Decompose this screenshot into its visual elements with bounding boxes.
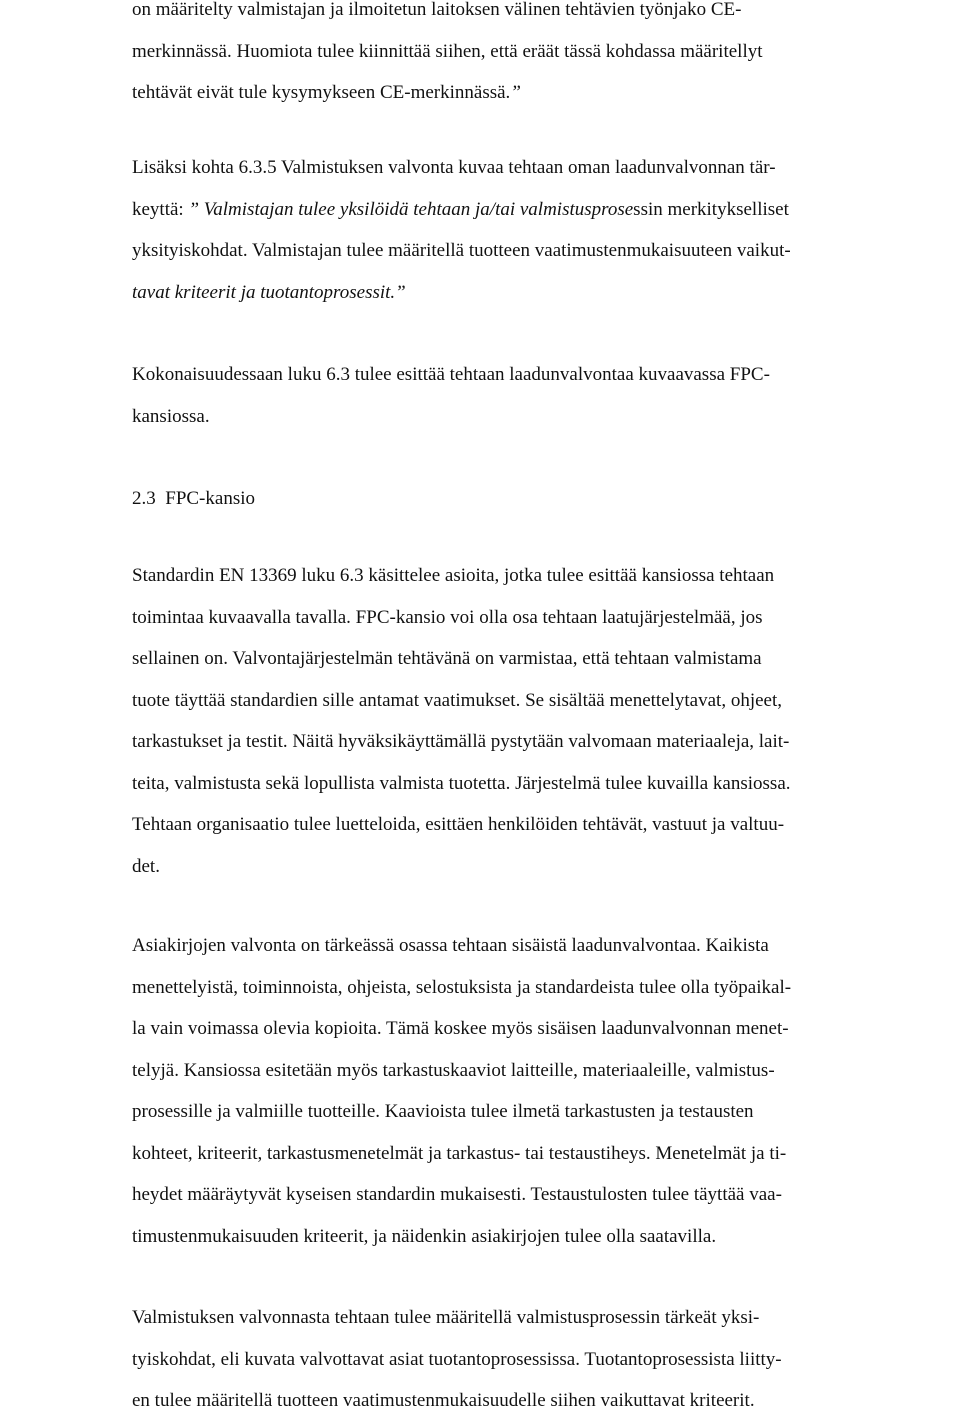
text-line: en tulee määritellä tuotteen vaatimustenmukaisuudelle siihen vaikuttavat kriteerit. — [132, 1390, 755, 1411]
paragraph-ce-marking — [132, 0, 960, 114]
text-line: Asiakirjojen valvonta on tärkeässä osassa tehtaan sisäistä laadunvalvontaa. Kaikista — [132, 935, 769, 956]
paragraph-production-control — [132, 1297, 960, 1422]
text-line: kohteet, kriteerit, tarkastusmenetelmät ja tarkastus- tai testaustiheys. Menetelmät ja ti- — [132, 1142, 787, 1164]
text-line: Lisäksi kohta 6.3.5 Valmistuksen valvonta kuvaa tehtaan oman laadunvalvonnan tär- — [132, 157, 776, 178]
text-line: tarkastukset ja testit. Näitä hyväksikäyttämällä pystytään valvomaan materiaaleja, lait- — [132, 731, 790, 752]
quoted-text: tavat kriteerit ja tuotantoprosessit. — [132, 281, 396, 303]
paragraph-chapter-63 — [132, 354, 960, 437]
text-span: keyttä: — [132, 198, 189, 220]
section-heading — [132, 478, 255, 520]
text-span: tehtävät eivät tule kysymykseen CE-merkinnässä. — [132, 82, 511, 103]
paragraph-document-control — [132, 925, 960, 1257]
text-line: Standardin EN 13369 luku 6.3 käsittelee asioita, jotka tulee esittää kansiossa tehtaan — [132, 565, 775, 586]
text-line: la vain voimassa olevia kopioita. Tämä koskee myös sisäisen laadunvalvonnan menet- — [132, 1018, 789, 1039]
text-line: Tehtaan organisaatio tulee luetteloida, esittäen henkilöiden tehtävät, vastuut ja valtuu- — [132, 814, 785, 835]
text-line: sellainen on. Valvontajärjestelmän tehtävänä on varmistaa, että tehtaan valmistama — [132, 648, 762, 669]
paragraph-section-635 — [132, 147, 960, 313]
text-span: ssin merkitykselliset — [633, 198, 789, 220]
text-line: prosessille ja valmiille tuotteille. Kaavioista tulee ilmetä tarkastusten ja testausten — [132, 1101, 754, 1122]
quoted-text: ” Valmistajan tulee yksilöidä tehtaan ja/tai valmistusprose — [188, 198, 634, 220]
text-line: timustenmukaisuuden kriteerit, ja näidenkin asiakirjojen tulee olla saatavilla. — [132, 1225, 717, 1247]
text-line: toimintaa kuvaavalla tavalla. FPC-kansio voi olla osa tehtaan laatujärjestelmää, jos — [132, 606, 763, 628]
section-title: FPC-kansio — [165, 488, 255, 509]
text-span: yksityiskohdat. — [132, 240, 252, 261]
text-line: kansiossa. — [132, 405, 210, 427]
closing-quote: ” — [395, 281, 406, 303]
paragraph-fpc-folder — [132, 555, 960, 887]
text-span: Valmistajan tulee määritellä tuotteen vaatimustenmukaisuuteen vaikut- — [252, 240, 791, 261]
text-line: merkinnässä. Huomiota tulee kiinnittää siihen, että eräät tässä kohdassa määritellyt — [132, 40, 763, 62]
text-line — [132, 189, 960, 231]
text-line: Valmistuksen valvonnasta tehtaan tulee määritellä valmistusprosessin tärkeät yksi- — [132, 1307, 760, 1328]
text-line — [132, 272, 960, 314]
text-line: on määritelty valmistajan ja ilmoitetun laitoksen välinen tehtävien työnjako CE- — [132, 0, 742, 20]
text-line — [132, 230, 960, 272]
text-line: det. — [132, 855, 160, 877]
closing-quote: ” — [510, 82, 521, 103]
text-line: tuote täyttää standardien sille antamat vaatimukset. Se sisältää menettelytavat, ohjeet, — [132, 689, 782, 711]
text-line: telyjä. Kansiossa esitetään myös tarkastuskaaviot laitteille, materiaaleille, valmistus- — [132, 1059, 775, 1081]
text-line: teita, valmistusta sekä lopullista valmista tuotetta. Järjestelmä tulee kuvailla kansiossa. — [132, 772, 791, 794]
text-line: Kokonaisuudessaan luku 6.3 tulee esittää tehtaan laadunvalvontaa kuvaavassa FPC- — [132, 364, 770, 385]
text-line: heydet määräytyvät kyseisen standardin mukaisesti. Testaustulosten tulee täyttää vaa- — [132, 1184, 782, 1205]
text-line: tyiskohdat, eli kuvata valvottavat asiat tuotantoprosessissa. Tuotantoprosessista liitty- — [132, 1348, 782, 1370]
section-number: 2.3 — [132, 488, 156, 509]
text-line — [132, 72, 960, 114]
text-line: menettelyistä, toiminnoista, ohjeista, selostuksista ja standardeista tulee olla työpaikal- — [132, 976, 792, 998]
